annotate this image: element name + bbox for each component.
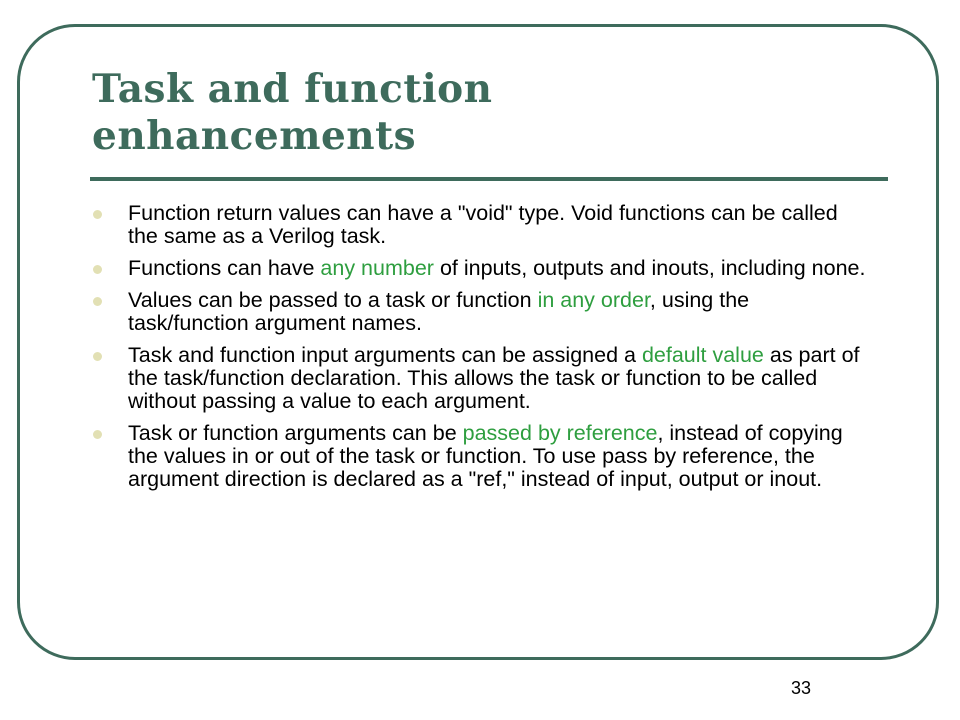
bullet-text: Function return values can have a "void" type. Void functions can be called the same as a Verilog task. bbox=[128, 201, 838, 248]
bullet-highlight: passed by reference bbox=[462, 421, 658, 445]
title-underline bbox=[90, 177, 888, 181]
bullet-dot-icon bbox=[93, 352, 102, 361]
bullet-text: Values can be passed to a task or function bbox=[128, 288, 538, 312]
bullet-text: of inputs, outputs and inouts, including none. bbox=[433, 256, 866, 280]
bullet-dot-icon bbox=[93, 265, 102, 274]
bullet-dot-icon bbox=[93, 297, 102, 306]
slide-title bbox=[92, 66, 872, 160]
bullet-item-any-order bbox=[90, 289, 870, 335]
page-number: 33 bbox=[791, 678, 812, 698]
bullet-text: Task and function input arguments can be assigned a bbox=[128, 343, 642, 367]
bullet-item-default-value bbox=[90, 344, 870, 413]
bullet-text: Task or function arguments can be bbox=[128, 421, 463, 445]
bullet-item-pass-by-reference bbox=[90, 422, 870, 491]
bullet-dot-icon bbox=[93, 430, 102, 439]
bullet-list bbox=[90, 202, 870, 500]
slide-title-line-1: Task and function bbox=[92, 66, 493, 112]
bullet-item-void-return bbox=[90, 202, 870, 248]
bullet-highlight: any number bbox=[320, 256, 434, 280]
bullet-item-any-number bbox=[90, 257, 870, 280]
bullet-text: as part of the task/function declaration. This allows the task or function to be called without passing a value to each argument. bbox=[128, 343, 860, 413]
bullet-highlight: in any order bbox=[537, 288, 650, 312]
bullet-highlight: default value bbox=[641, 343, 764, 367]
bullet-text: Functions can have bbox=[128, 256, 321, 280]
bullet-text: , instead of copying the values in or out of the task or function. To use pass by reference, the argument direction is declared as a "ref," instead of input, output or inout. bbox=[128, 421, 843, 491]
bullet-text: , using the task/function argument names. bbox=[128, 288, 750, 335]
slide-title-line-2: enhancements bbox=[92, 113, 417, 159]
bullet-dot-icon bbox=[93, 210, 102, 219]
